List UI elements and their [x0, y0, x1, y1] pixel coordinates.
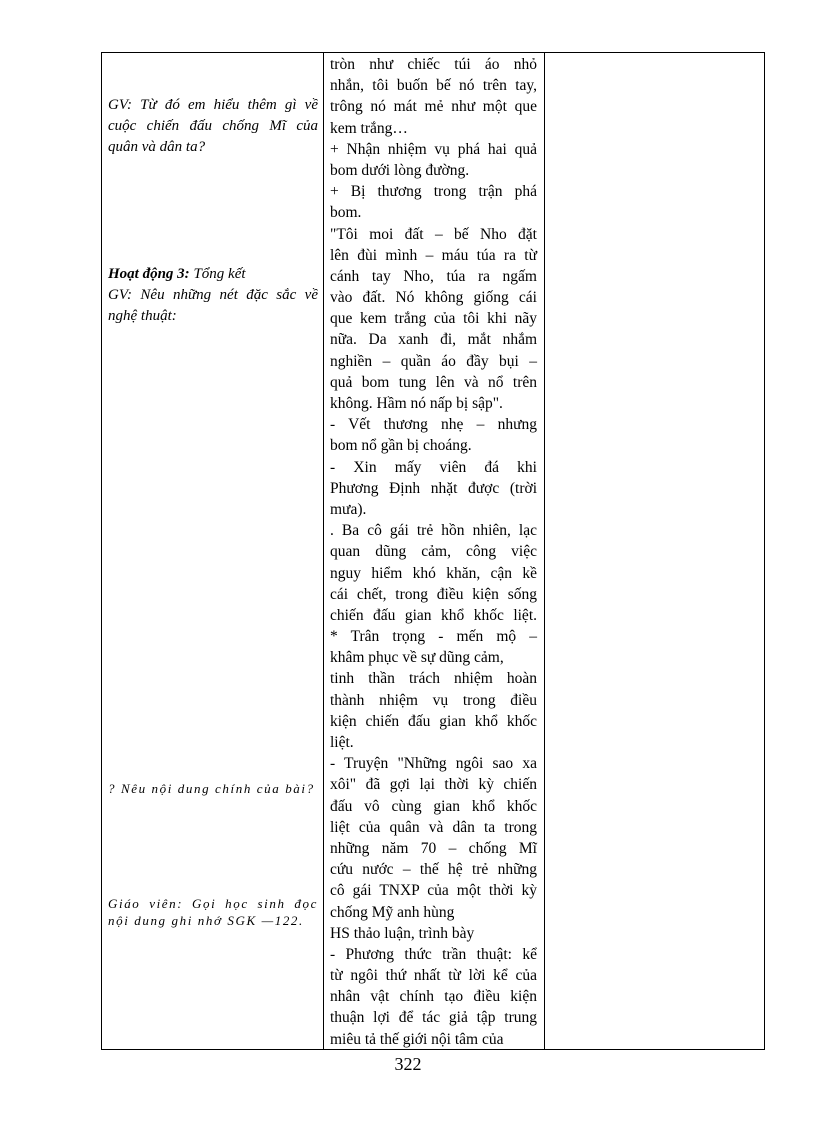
content-line: nghiền – quần áo đầy bụi –: [330, 352, 537, 370]
content-line: cô gái TNXP của một thời kỳ: [330, 882, 537, 900]
page-number: 322: [394, 1054, 422, 1074]
content-line: . Ba cô gái trẻ hồn nhiên, lạc: [330, 522, 537, 540]
content-line: nguy hiểm khó khăn, cận kề: [330, 564, 537, 582]
activity-title: Tổng kết: [189, 266, 246, 282]
content-line: nhắn, tôi buốn bế nó trên tay,: [330, 77, 537, 95]
content-line: trông nó mát mẻ như một que: [330, 98, 537, 116]
content-question: ? Nêu nội dung chính của bài?: [108, 781, 315, 796]
content-line: que kem trắng của tôi khi nãy: [330, 310, 537, 328]
student-content-column: [324, 53, 542, 1049]
content-line: cái chết, trong điều kiện sống: [330, 585, 537, 603]
content-line: liệt của quân và dân ta trong: [330, 818, 537, 836]
content-line: - Vết thương nhẹ – nhưng: [330, 416, 537, 434]
content-text: [330, 54, 537, 1050]
content-line: nhân vật chính tạo điều kiện: [330, 988, 537, 1006]
content-line: liệt.: [330, 734, 354, 751]
content-line: không. Hầm nó nấp bị sập".: [330, 395, 503, 412]
content-line: bom.: [330, 204, 362, 222]
activity-label: Hoạt động 3:: [108, 266, 190, 282]
teacher-activity-column: [102, 53, 322, 1049]
content-line: + Bị thương trong trận phá: [330, 183, 537, 201]
content-line: cánh tay Nho, túa ra ngấm: [330, 267, 537, 285]
content-line: nữa. Da xanh đi, mắt nhắm: [330, 331, 537, 349]
notes-column: [545, 53, 764, 1049]
content-line: từ ngôi thứ nhất từ lời kể của: [330, 967, 537, 985]
content-line: thuận lợi để tác giả tập trung: [330, 1009, 537, 1027]
teacher-instruction: Giáo viên: Gọi học sinh đọc nội dung ghi nhớ SGK —122.: [108, 896, 318, 928]
content-line: vào đất. Nó không giống cái: [330, 289, 537, 307]
content-line: cứu nước – thế hệ trẻ những: [330, 861, 537, 879]
content-line: quan dũng cảm, công việc: [330, 543, 537, 561]
content-line: xôi" đã gợi lại thời kỳ chiến: [330, 776, 537, 794]
content-line: + Nhận nhiệm vụ phá hai quả: [330, 140, 537, 158]
gv-question: GV: Từ đó em hiểu thêm gì về cuộc chiến đấu chống Mĩ của quân và dân ta?: [108, 97, 318, 155]
gv-art-question: GV: Nêu những nét đặc sắc về nghệ thuật:: [108, 287, 318, 324]
lesson-table: [101, 52, 765, 1050]
content-line: kem trắng…: [330, 119, 408, 137]
content-line: HS thảo luận, trình bày: [330, 924, 475, 942]
content-line: chiến đấu gian khổ khốc liệt.: [330, 606, 537, 624]
content-line: - Phương thức trần thuật: kể: [330, 945, 537, 963]
content-line: đấu vô cùng gian khổ khốc: [330, 797, 537, 815]
content-line: quả bom tung lên và nổ trên: [330, 373, 537, 391]
content-line: - Truyện "Những ngôi sao xa: [330, 755, 537, 773]
content-line: * Trân trọng - mến mộ –: [330, 628, 537, 646]
content-line: những năm 70 – chống Mĩ: [330, 839, 537, 857]
activity-heading: [108, 264, 318, 285]
content-line: lên đùi mình – máu túa ra từ: [330, 246, 537, 264]
content-line: tròn như chiếc túi áo nhỏ: [330, 56, 537, 73]
content-line: kiện chiến đấu gian khổ khốc: [330, 712, 537, 730]
content-line: - Xin mấy viên đá khi: [330, 458, 537, 476]
content-line: mưa).: [330, 500, 367, 518]
content-line: bom nổ gần bị choáng.: [330, 437, 472, 455]
content-line: thành nhiệm vụ trong điều: [330, 691, 537, 709]
content-line: miêu tả thế giới nội tâm của: [330, 1030, 504, 1048]
content-line: "Tôi moi đất – bế Nho đặt: [330, 225, 537, 243]
content-line: chống Mỹ anh hùng: [330, 903, 455, 921]
content-line: khâm phục về sự dũng cảm,: [330, 649, 504, 667]
content-line: Phương Định nhặt được (trời: [330, 479, 537, 497]
content-line: bom dưới lòng đường.: [330, 161, 470, 179]
content-line: tinh thần trách nhiệm hoàn: [330, 670, 537, 688]
